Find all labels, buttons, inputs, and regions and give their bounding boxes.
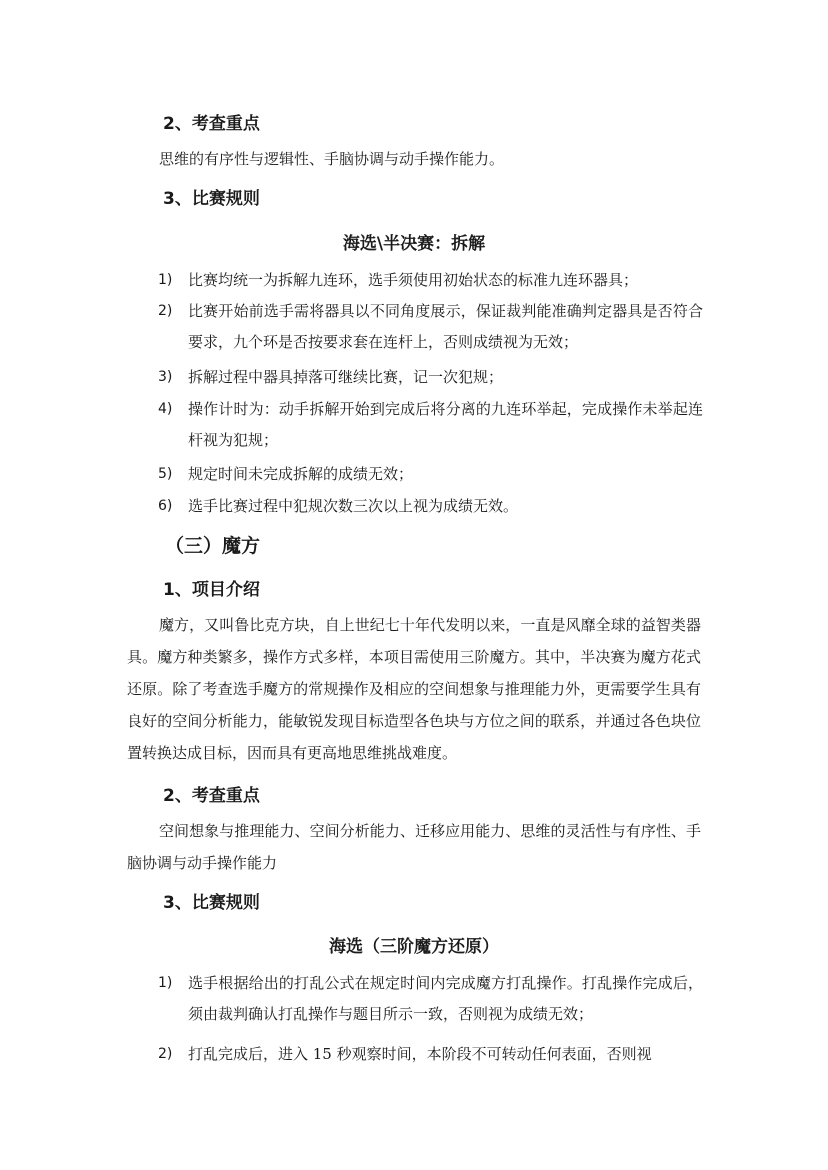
section-title: （三）魔方: [165, 535, 261, 557]
list-item: [158, 491, 703, 522]
focus-paragraph: 思维的有序性与逻辑性、手脑协调与动手操作能力。: [159, 150, 505, 168]
list-number: 6): [158, 498, 173, 514]
heading-intro: 1、项目介绍: [163, 580, 260, 600]
list-text: 选手比赛过程中犯规次数三次以上视为成绩无效。: [188, 497, 519, 515]
round-title: 海选（三阶魔方还原）: [329, 937, 499, 957]
list-item: [158, 265, 703, 296]
list-number: 1): [158, 272, 173, 288]
list-number: 2): [158, 1046, 173, 1062]
heading-rules: 3、比赛规则: [163, 189, 260, 209]
list-item: [158, 362, 703, 393]
list-text: 比赛开始前选手需将器具以不同角度展示，保证裁判能准确判定器具是否符合要求，九个环是否按要求套在连杆上，否则成绩视为无效；: [188, 302, 703, 351]
round-title: 海选\半决赛：拆解: [342, 234, 486, 254]
list-number: 2): [158, 303, 173, 319]
list-text: 比赛均统一为拆解九连环，选手须使用初始状态的标准九连环器具；: [188, 271, 639, 289]
focus-paragraph: 空间想象与推理能力、空间分析能力、迁移应用能力、思维的灵活性与有序性、手脑协调与动手操作能力: [127, 822, 701, 872]
list-item: [158, 1039, 703, 1070]
list-item: [158, 459, 703, 490]
heading-rules: 3、比赛规则: [163, 893, 260, 913]
list-number: 5): [158, 466, 173, 482]
intro-paragraph: 魔方，又叫鲁比克方块，自上世纪七十年代发明以来，一直是风靡全球的益智类器具。魔方种类繁多，操作方式多样，本项目需使用三阶魔方。其中，半决赛为魔方花式还原。除了考查选手魔方的常规操作及相应的空间想象与推理能力外，更需要学生具有良好的空间分析能力，能敏锐发现目标造型各色块与方位之间的联系，并通过各色块位置转换达成目标，因而具有更高地思维挑战难度。: [127, 616, 701, 762]
heading-focus: 2、考查重点: [163, 114, 260, 134]
list-number: 1): [158, 975, 173, 991]
list-text: 拆解过程中器具掉落可继续比赛，记一次犯规；: [188, 368, 504, 386]
heading-focus: 2、考查重点: [163, 786, 260, 806]
list-item: [158, 296, 703, 358]
list-number: 3): [158, 369, 173, 385]
list-text: 打乱完成后，进入 15 秒观察时间，本阶段不可转动任何表面，否则视: [188, 1045, 652, 1063]
list-text: 操作计时为：动手拆解开始到完成后将分离的九连环举起，完成操作未举起连杆视为犯规；: [188, 400, 703, 449]
list-text: 选手根据给出的打乱公式在规定时间内完成魔方打乱操作。打乱操作完成后，须由裁判确认打乱操作与题目所示一致，否则视为成绩无效；: [188, 974, 703, 1023]
list-item: [158, 394, 703, 456]
list-text: 规定时间未完成拆解的成绩无效；: [188, 465, 414, 483]
list-number: 4): [158, 401, 173, 417]
list-item: [158, 968, 703, 1030]
